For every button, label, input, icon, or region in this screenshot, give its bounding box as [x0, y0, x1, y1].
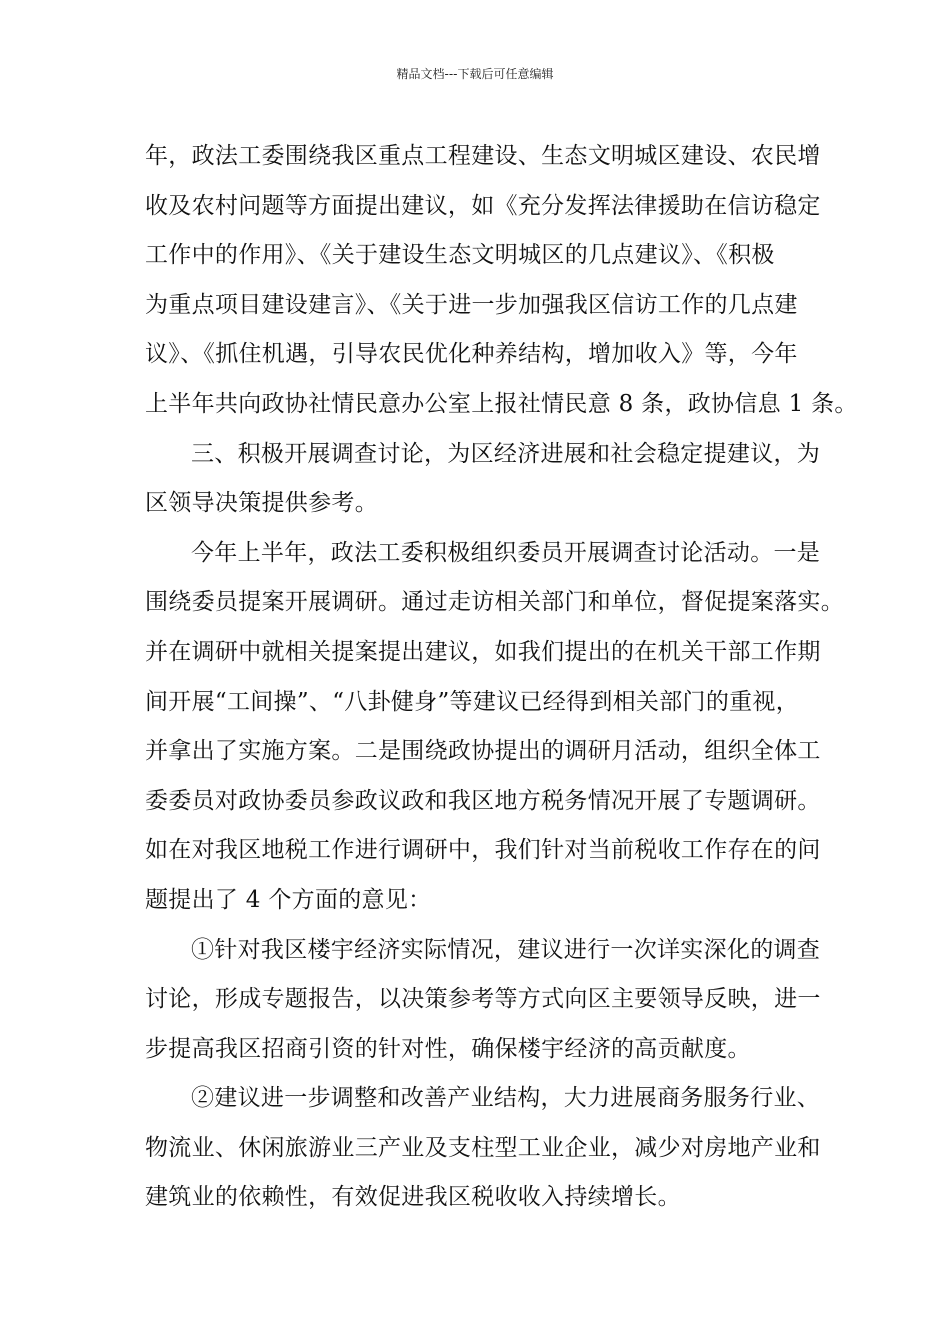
text-line: 步提高我区招商引资的针对性，确保楼宇经济的高贡献度。	[145, 1035, 751, 1062]
text-line: 工作中的作用》、《关于建设生态文明城区的几点建议》、《积极	[145, 242, 775, 269]
text-line: 委委员对政协委员参政议政和我区地方税务情况开展了专题调研。	[145, 787, 821, 814]
text-line: 区领导决策提供参考。	[145, 490, 378, 517]
text-line: 物流业、休闲旅游业三产业及支柱型工业企业，减少对房地产业和	[145, 1134, 821, 1161]
text-line: 三、积极开展调查讨论，为区经济进展和社会稳定提建议，为	[191, 440, 821, 467]
text-line: 题提出了 4 个方面的意见：	[145, 886, 432, 913]
text-line: 今年上半年，政法工委积极组织委员开展调查讨论活动。一是	[191, 539, 821, 566]
text-line: 年，政法工委围绕我区重点工程建设、生态文明城区建设、农民增	[145, 143, 821, 169]
text-line: 间开展“工间操”、“八卦健身”等建议已经得到相关部门的重视，	[145, 688, 800, 715]
text-line: 收及农村问题等方面提出建议，如《充分发挥法律援助在信访稳定	[145, 192, 821, 219]
text-line: 上半年共向政协社情民意办公室上报社情民意 8 条，政协信息 1 条。	[145, 390, 858, 417]
text-line: 围绕委员提案开展调研。通过走访相关部门和单位，督促提案落实。	[145, 589, 844, 616]
text-line: 议》、《抓住机遇，引导农民优化种养结构，增加收入》等，今年	[145, 341, 798, 368]
text-line: ②建议进一步调整和改善产业结构，大力进展商务服务行业、	[191, 1085, 821, 1112]
body-text	[145, 132, 858, 1223]
text-line: 并拿出了实施方案。二是围绕政协提出的调研月活动，组织全体工	[145, 738, 821, 765]
text-line: 建筑业的依赖性，有效促进我区税收收入持续增长。	[145, 1184, 681, 1211]
text-line: 并在调研中就相关提案提出建议，如我们提出的在机关干部工作期	[145, 638, 821, 665]
text-line: 如在对我区地税工作进行调研中，我们针对当前税收工作存在的问	[145, 837, 821, 864]
text-line: ①针对我区楼宇经济实际情况，建议进行一次详实深化的调查	[191, 936, 821, 963]
text-line: 为重点项目建设建言》、《关于进一步加强我区信访工作的几点建	[145, 291, 798, 318]
page-header: 精品文档---下载后可任意编辑	[396, 67, 554, 81]
text-line: 讨论，形成专题报告，以决策参考等方式向区主要领导反映，进一	[145, 986, 821, 1013]
